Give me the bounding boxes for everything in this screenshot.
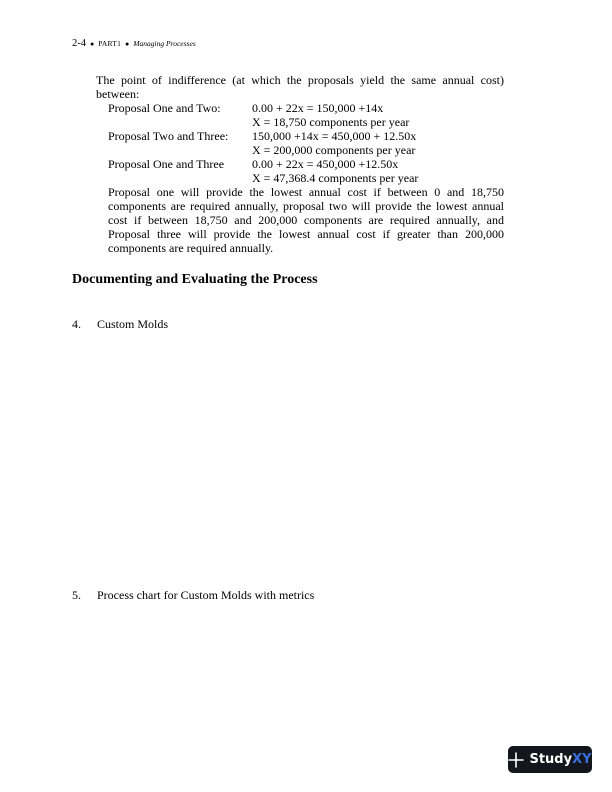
badge-brand: StudyXY — [529, 752, 592, 767]
comparison-equation: 0.00 + 22x = 450,000 +12.50x — [252, 157, 399, 171]
item-text: Process chart for Custom Molds with metrics — [97, 588, 315, 602]
bullet-icon: ● — [90, 40, 95, 48]
intro-paragraph — [96, 73, 504, 101]
indifference-table — [108, 101, 418, 185]
comparison-label: Proposal Two and Three: — [108, 129, 229, 143]
comparison-result: X = 47,368.4 components per year — [252, 171, 419, 185]
comparison-equation: 150,000 +14x = 450,000 + 12.50x — [252, 129, 417, 143]
comparison-result-row — [108, 115, 418, 129]
part-label: PART1 — [98, 39, 122, 48]
studyxy-badge[interactable] — [508, 746, 592, 773]
running-header — [72, 38, 196, 49]
plus-cross-icon — [508, 752, 524, 768]
comparison-result: X = 200,000 components per year — [252, 143, 416, 157]
page-number: 2-4 — [72, 38, 86, 49]
intro-line: between: — [96, 87, 140, 101]
comparison-label: Proposal One and Three — [108, 157, 225, 171]
comparison-result-row — [108, 143, 418, 157]
comparison-row — [108, 101, 418, 115]
intro-line: The point of indifference (at which the proposals yield the same annual cost) — [96, 73, 504, 87]
bullet-icon: ● — [125, 40, 130, 48]
chapter-title: Managing Processes — [133, 39, 196, 48]
section-heading: Documenting and Evaluating the Process — [72, 272, 318, 287]
comparison-result: X = 18,750 components per year — [252, 115, 410, 129]
conclusion-paragraph: Proposal one will provide the lowest annual cost if between 0 and 18,750 components are required annually, proposal two will provide the lowest annual cost if between 18,750 and 200,000 components are required annually, and Proposal three will provide the lowest annual cost if greater than 200,000 components are required annually. — [108, 185, 504, 255]
item-number: 5. — [72, 588, 81, 602]
item-text: Custom Molds — [97, 317, 169, 331]
comparison-row — [108, 129, 418, 143]
item-number: 4. — [72, 317, 81, 331]
list-item — [72, 317, 168, 332]
comparison-label: Proposal One and Two: — [108, 101, 221, 115]
comparison-equation: 0.00 + 22x = 150,000 +14x — [252, 101, 384, 115]
list-item — [72, 588, 314, 603]
comparison-result-row — [108, 171, 418, 185]
comparison-row — [108, 157, 418, 171]
